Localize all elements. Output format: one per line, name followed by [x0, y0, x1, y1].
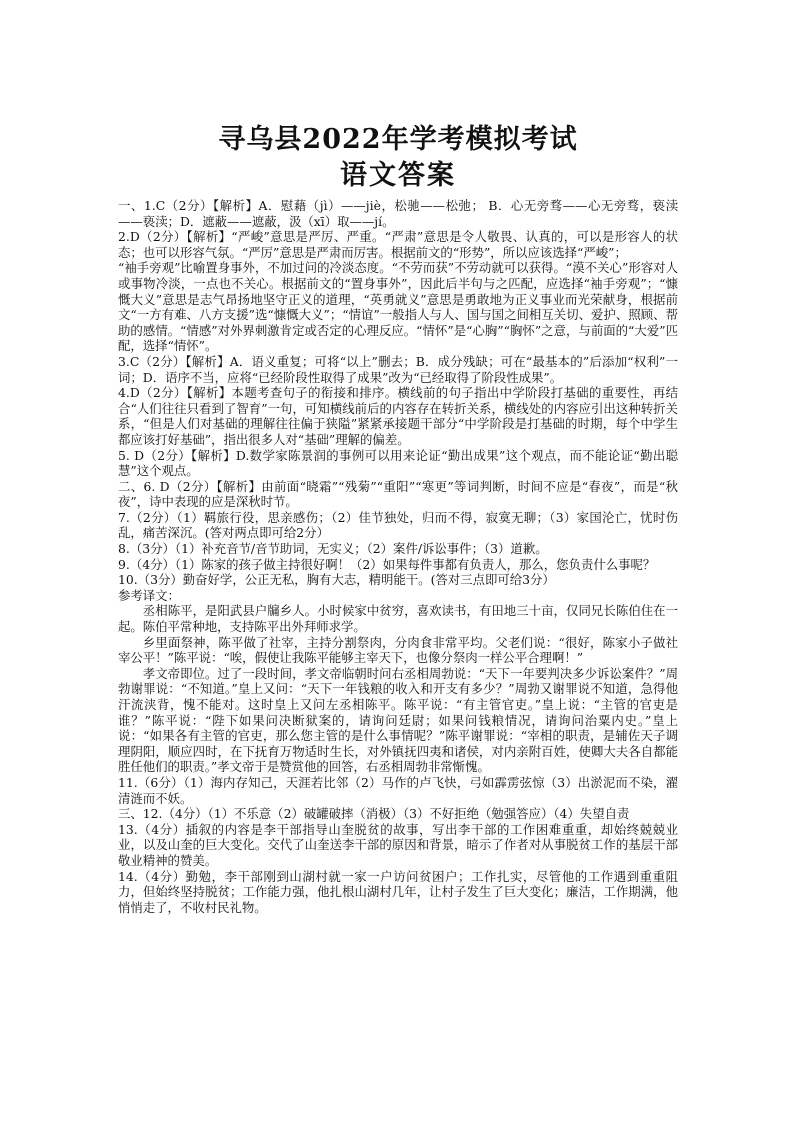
answer-q1: 一、1.C（2分）【解析】A．慰藉（jì）——jiè，松驰——松弛； B．心无旁骛——心无旁骛，亵渎——亵渎；D．遮蔽——遮蔽，汲（xī）取——jí。 — [118, 198, 678, 229]
answer-q8: 8.（3分）（1）补充音节/音节助词，无实义；（2）案件/诉讼事件；（3）道歉。 — [118, 541, 548, 557]
page-title: 寻乌县2022年学考模拟考试 — [218, 124, 578, 155]
answer-q11: 11.（6分）（1）海内存知己，天涯若比邻（2）马作的卢飞快，弓如霹雳弦惊（3）出淤泥而不染，濯清涟而不妖。 — [118, 774, 678, 806]
answer-sheet — [118, 122, 678, 915]
translation-paragraph: 孝文帝即位。过了一段时间，孝文帝临朝时问右丞相周勃说：“天下一年要判决多少诉讼案件？”周勃谢罪说：“不知道。”皇上又问：“天下一年钱粮的收入和开支有多少？”周勃又谢罪说不知道，急得他汗流浃背，愧不能对。这时皇上又问左丞相陈平。陈平说：“有主管官吏。”皇上说：“主管的官吏是谁？”陈平说：“陛下如果问决断狱案的，请询问廷尉；如果问钱粮情况，请询问治粟内史。”皇上说：“如果各有主管的官吏，那么您主管的是什么事情呢？”陈平谢罪说：“宰相的职责，是辅佐天子调理阴阳，顺应四时，在下抚育万物适时生长，对外镇抚四夷和诸侯，对内亲附百姓，使卿大夫各自都能胜任他们的职责。”孝文帝于是赞赏他的回答，右丞相周勃非常惭愧。 — [118, 665, 678, 775]
answer-q13: 13.（4分）插叙的内容是李干部指导山奎脱贫的故事，写出李干部的工作困难重重，却始终兢兢业业，以及山奎的巨大变化。交代了山奎送李干部的原因和背景，暗示了作者对从事脱贫工作的基层干部敬业精神的赞美。 — [118, 821, 678, 868]
answer-q6: 二、6. D（2分）【解析】由前面“晓霜”“残菊”“重阳”“寒更”等词判断，时间不应是“春夜”，而是“秋夜”，诗中表现的应是深秋时节。 — [118, 478, 678, 510]
translation-paragraph: 乡里面祭神，陈平做了社宰，主持分割祭肉，分肉食非常平均。父老们说：“很好，陈家小子做社宰公平！”陈平说：“唉，假使让我陈平能够主宰天下，也像分祭肉一样公平合理啊！” — [118, 634, 678, 666]
translation-paragraph: 丞相陈平，是阳武县户牖乡人。小时候家中贫穷，喜欢读书，有田地三十亩，仅同兄长陈伯住在一起。陈伯平常种地，支持陈平出外拜师求学。 — [118, 603, 678, 635]
answer-q5: 5. D（2分）【解析】D.数学家陈景润的事例可以用来论证“勤出成果”这个观点，而不能论证“勤出聪慧”这个观点。 — [118, 447, 678, 479]
translation-heading: 参考译文： — [118, 587, 180, 603]
answer-q7: 7.（2分）（1）羁旅行役，思亲感伤；（2）佳节独处，归而不得，寂寞无聊；（3）家国沦亡，忧时伤乱，痛苦深沉。(答对两点即可给2分） — [118, 509, 678, 541]
answer-q14: 14.（4分）勤勉，李干部刚到山湖村就一家一户访问贫困户；工作扎实，尽管他的工作遇到重重阻力，但始终坚持脱贫；工作能力强，他扎根山湖村几年，让村子发生了巨大变化；廉洁，工作期满，他悄悄走了，不收村民礼物。 — [118, 868, 678, 915]
answer-q9: 9.（4分）（1）陈家的孩子做主持很好啊！（2）如果每件事都有负责人，那么，您负责什么事呢？ — [118, 556, 656, 572]
answer-q4: 4.D（2分）【解析】本题考查句子的衔接和排序。横线前的句子指出中学阶段打基础的重要性，再结合“人们往往只看到了智育”一句，可知横线前后的内容存在转折关系，横线处的内容应引出这种转折关系，“但是人们对基础的理解往往偏于狭隘”紧紧承接题干部分“中学阶段是打基础的时期，每个中学生都应该打好基础”，指出很多人对“基础”理解的偏差。 — [118, 385, 678, 447]
answer-q2-continued: “袖手旁观”比喻置身事外，不加过问的冷淡态度。“不劳而获”不劳动就可以获得。“漠不关心”形容对人或事物冷淡，一点也不关心。根据前文的“置身事外”，因此后半句与之匹配，应选择“袖手旁观”；“慷慨大义”意思是志气昂扬地坚守正义的道理，“英勇就义”意思是勇敢地为正义事业而光荣献身，根据前文“一方有难、八方支援”选“慷慨大义”；“情谊”一般指人与人、国与国之间相互关切、爱护、照顾、帮助的感情。“情感”对外界刺激肯定或否定的心理反应。“情怀”是“心胸”“胸怀”之意，与前面的“大爱”匹配，选择“情怀”。 — [118, 260, 678, 354]
answer-q12: 三、12.（4分）（1）不乐意（2）破罐破摔（消极）（3）不好拒绝（勉强答应）（4）失望自责 — [118, 806, 630, 822]
page-subtitle: 语文答案 — [340, 160, 456, 191]
answer-q2: 2.D（2分）【解析】“严峻”意思是严厉、严重。“严肃”意思是令人敬畏、认真的，可以是形容人的状态；也可以形容气氛。“严厉”意思是严肃而厉害。根据前文的“形势”，所以应该选择“严峻”； — [118, 229, 678, 260]
answer-q3: 3.C（2分）【解析】A．语义重复；可将“以上”删去；B．成分残缺；可在“最基本的”后添加“权利”一词；D．语序不当，应将“已经阶段性取得了成果”改为“已经取得了阶段性成果”。 — [118, 353, 678, 385]
answer-q10: 10.（3分）勤奋好学，公正无私，胸有大志，精明能干。(答对三点即可给3分） — [118, 572, 555, 588]
